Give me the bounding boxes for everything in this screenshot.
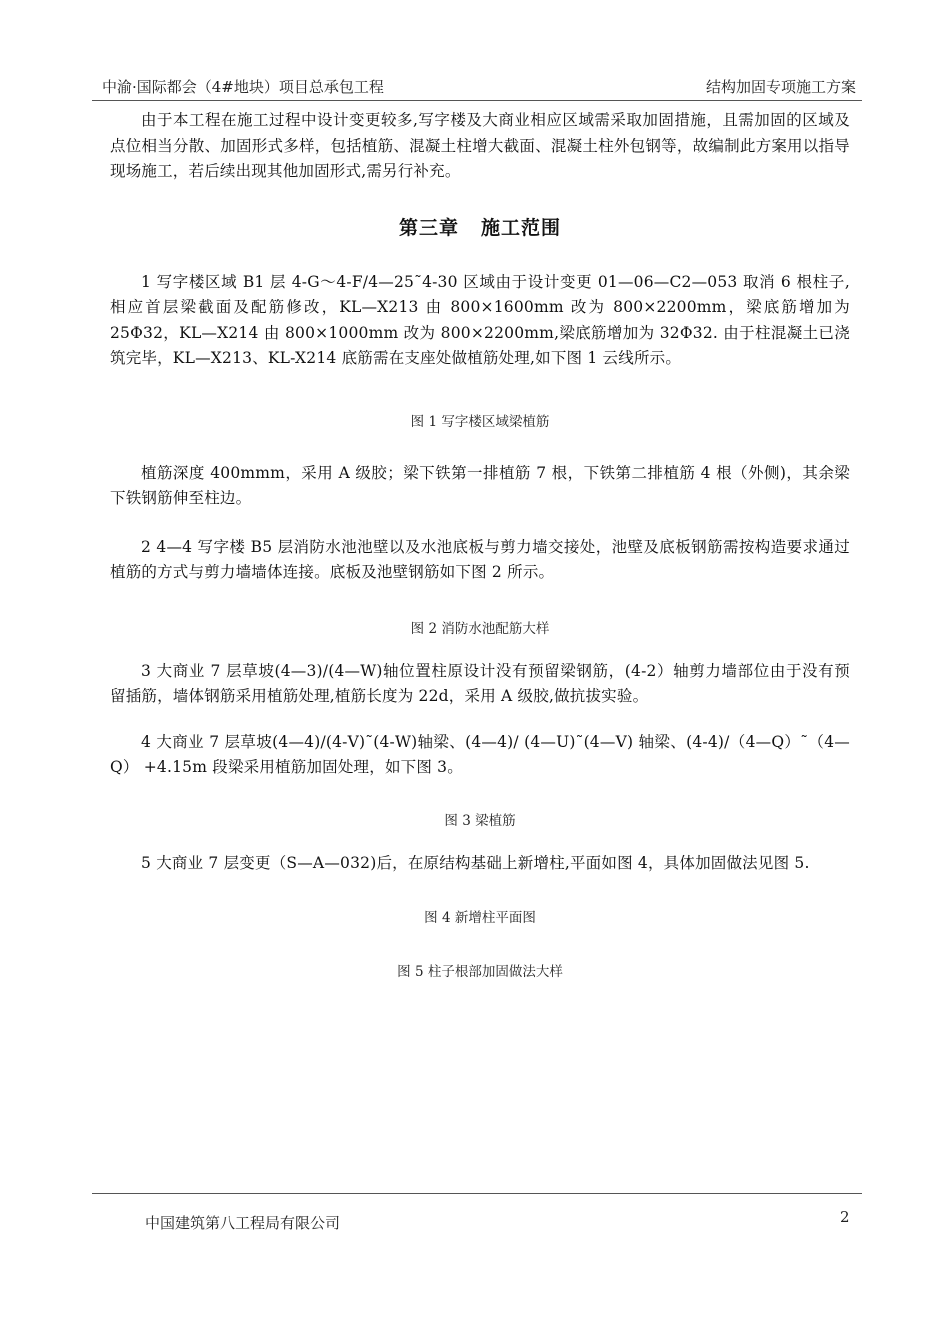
- item-4-paragraph: 4 大商业 7 层草坡(4—4)/(4-V)˜(4-W)轴梁、(4—4)/ (4—U)˜(4—V) 轴梁、(4-4)/（4—Q）˜（4—Q） +4.15m 段梁采用植筋加固处理，如下图 3。: [110, 732, 850, 776]
- figure-4-caption: 图 4 新增柱平面图: [424, 910, 536, 926]
- intro-paragraph: 由于本工程在施工过程中设计变更较多,写字楼及大商业相应区域需采取加固措施，且需加固的区域及点位相当分散、加固形式多样，包括植筋、混凝土柱增大截面、混凝土柱外包钢等，故编制此方案用以指导现场施工，若后续出现其他加固形式,需另行补充。: [110, 111, 850, 180]
- figure-1-caption: 图 1 写字楼区域梁植筋: [410, 413, 550, 430]
- figure-2-caption: 图 2 消防水池配筋大样: [410, 620, 550, 637]
- page-header: [92, 72, 862, 101]
- page-content: [110, 108, 850, 980]
- item-1-paragraph: 1 写字楼区域 B1 层 4-G～4-F/4—25˜4-30 区域由于设计变更 01—06—C2—053 取消 6 根柱子,相应首层梁截面及配筋修改，KL—X213 由 800×1600mm 改为 800×2200mm，梁底筋增加为 25Φ32，KL—X214 由 800×1000mm 改为 800×2200mm,梁底筋增加为 32Φ32. 由于柱混凝土已浇筑完毕，KL—X213、KL-X214 底筋需在支座处做植筋处理,如下图 1 云线所示。: [110, 272, 850, 367]
- page-number: 2: [840, 1208, 850, 1226]
- header-document-title: 结构加固专项施工方案: [705, 78, 856, 96]
- chapter-heading: [110, 213, 850, 240]
- figure-3-caption: 图 3 梁植筋: [444, 812, 516, 829]
- item-5-paragraph: 5 大商业 7 层变更（S—A—032)后，在原结构基础上新增柱,平面如图 4，具体加固做法见图 5.: [141, 853, 810, 872]
- item-3-paragraph: 3 大商业 7 层草坡(4—3)/(4—W)轴位置柱原设计没有预留梁钢筋，(4-2）轴剪力墙部位由于没有预留插筋，墙体钢筋采用植筋处理,植筋长度为 22d，采用 A 级胶,做抗拔实验。: [110, 661, 850, 705]
- item-1-note-paragraph: 植筋深度 400mmm，采用 A 级胶；梁下铁第一排植筋 7 根，下铁第二排植筋 4 根（外侧)，其余梁下铁钢筋伸至柱边。: [110, 463, 850, 507]
- chapter-number: 第三章: [398, 216, 459, 239]
- figure-5-caption: 图 5 柱子根部加固做法大样: [397, 964, 563, 980]
- footer-company: 中国建筑第八工程局有限公司: [145, 1214, 341, 1232]
- chapter-title: 施工范围: [481, 216, 562, 239]
- footer-divider: [92, 1193, 862, 1194]
- header-project-name: 中渝·国际都会（4#地块）项目总承包工程: [102, 78, 384, 96]
- item-2-paragraph: 2 4—4 写字楼 B5 层消防水池池壁以及水池底板与剪力墙交接处，池壁及底板钢筋需按构造要求通过植筋的方式与剪力墙墙体连接。底板及池壁钢筋如下图 2 所示。: [110, 537, 850, 581]
